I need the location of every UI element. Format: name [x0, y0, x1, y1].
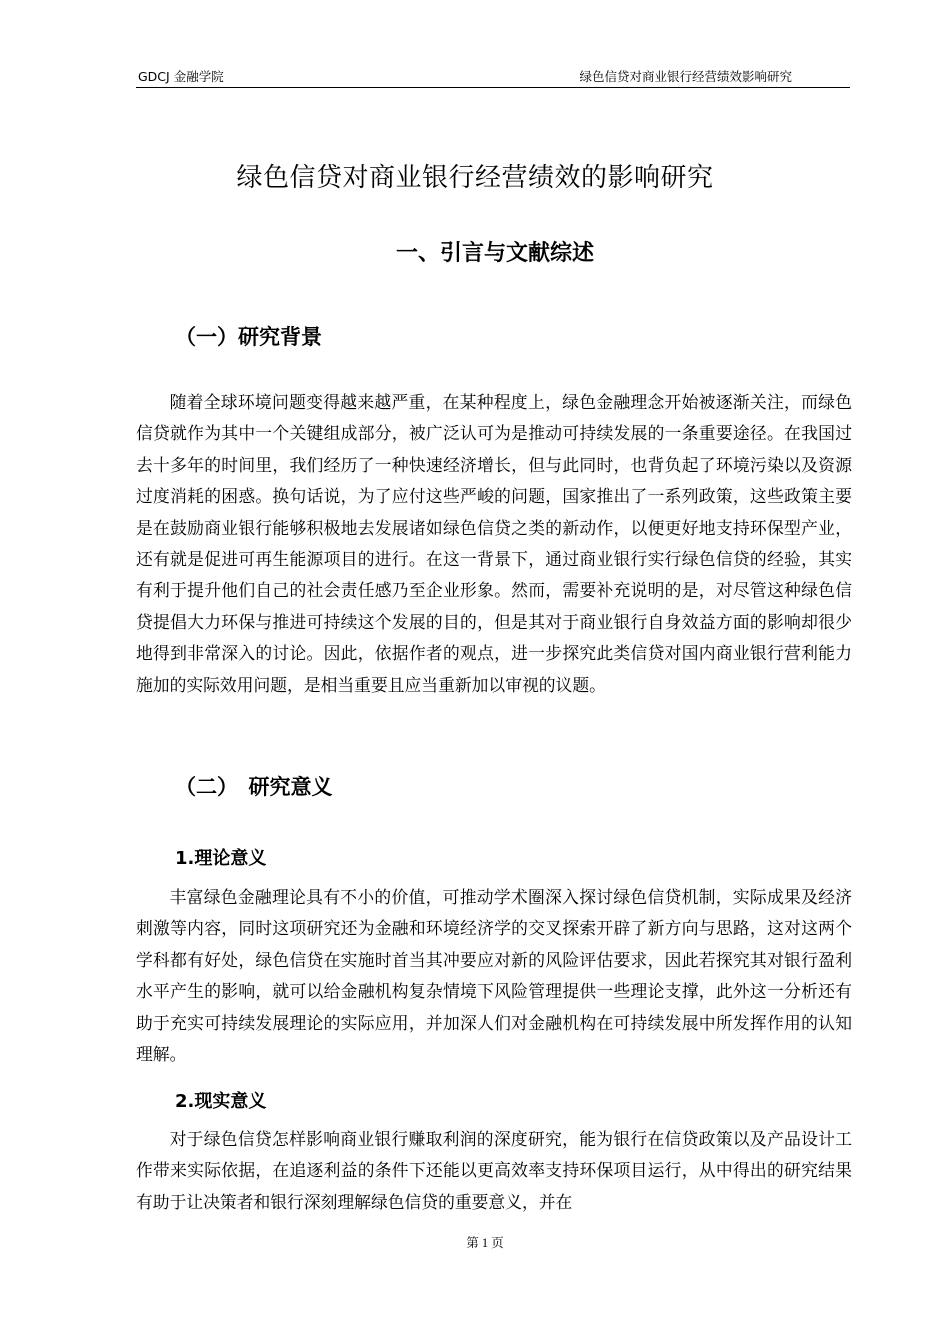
- page-number: 第 1 页: [466, 1236, 504, 1250]
- header-institution: GDCJ 金融学院: [138, 69, 224, 84]
- paragraph-theoretical-significance: 丰富绿色金融理论具有不小的价值，可推动学术圈深入探讨绿色信贷机制，实际成果及经济刺激等内容，同时这项研究还为金融和环境经济学的交叉探索开辟了新方向与思路，这对这两个学科都有好处，绿色信贷在实施时首当其冲要应对新的风险评估要求，因此若探究其对银行盈利水平产生的影响，就可以给金融机构复杂情境下风险管理提供一些理论支撑，此外这一分析还有助于充实可持续发展理论的实际应用，并加深人们对金融机构在可持续发展中所发挥作用的认知理解。: [136, 887, 852, 1065]
- paragraph-practical-significance: 对于绿色信贷怎样影响商业银行赚取利润的深度研究，能为银行在信贷政策以及产品设计工作带来实际依据，在追逐利益的条件下还能以更高效率支持环保项目运行，从中得出的研究结果有助于让决策者和银行深刻理解绿色信贷的重要意义，并在: [136, 1129, 852, 1212]
- subsection-heading-background: （一）研究背景: [175, 325, 322, 349]
- paper-title: 绿色信贷对商业银行经营绩效的影响研究: [236, 163, 714, 193]
- subsection-heading-significance: （二） 研究意义: [175, 775, 333, 799]
- page-header: [136, 68, 850, 88]
- heading-theoretical-significance: 1.理论意义: [175, 848, 267, 869]
- paragraph-background: 随着全球环境问题变得越来越严重，在某种程度上，绿色金融理念开始被逐渐关注，而绿色信贷就作为其中一个关键组成部分，被广泛认可为是推动可持续发展的一条重要途径。在我国过去十多年的时间里，我们经历了一种快速经济增长，但与此同时，也背负起了环境污染以及资源过度消耗的困惑。换句话说，为了应付这些严峻的问题，国家推出了一系列政策，这些政策主要是在鼓励商业银行能够积极地去发展诸如绿色信贷之类的新动作，以便更好地支持环保型产业，还有就是促进可再生能源项目的进行。在这一背景下，通过商业银行实行绿色信贷的经验，其实有利于提升他们自己的社会责任感乃至企业形象。然而，需要补充说明的是，对尽管这种绿色信贷提倡大力环保与推进可持续这个发展的目的，但是其对于商业银行自身效益方面的影响却很少地得到非常深入的讨论。因此，依据作者的观点，进一步探究此类信贷对国内商业银行营利能力施加的实际效用问题，是相当重要且应当重新加以审视的议题。: [136, 392, 852, 695]
- heading-practical-significance: 2.现实意义: [175, 1091, 267, 1112]
- section-heading-introduction: 一、引言与文献综述: [395, 241, 594, 266]
- header-running-title: 绿色信贷对商业银行经营绩效影响研究: [579, 69, 792, 84]
